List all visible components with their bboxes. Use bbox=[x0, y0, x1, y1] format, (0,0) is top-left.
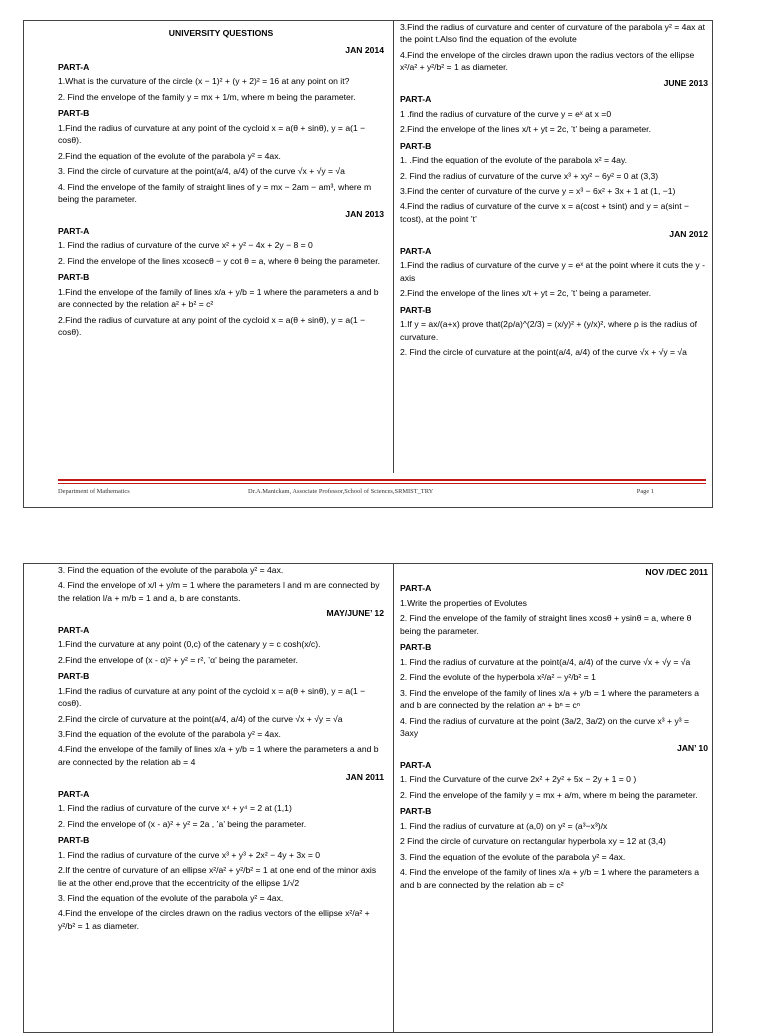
part-heading: PART-B bbox=[58, 835, 90, 846]
question-text: 2.Find the circle of curvature at the point(a/4, a/4) of the curve √x + √y = √a bbox=[58, 713, 343, 724]
question-text: 1. Find the radius of curvature of the curve x⁴ + y⁴ = 2 at (1,1) bbox=[58, 803, 292, 814]
question-text: 2. Find the envelope of the family y = mx + 1/m, where m being the parameter. bbox=[58, 91, 356, 102]
question-text: 2. Find the evolute of the hyperbola x²/a² − y²/b² = 1 bbox=[400, 672, 596, 683]
exam-date-heading: JAN 2013 bbox=[345, 209, 384, 220]
question-text: 1.If y = ax/(a+x) prove that(2ρ/a)^(2/3) = (x/y)² + (y/x)², where ρ is the radius of curvature. bbox=[400, 319, 698, 342]
question-text: 1.Find the curvature at any point (0,c) of the catenary y = c cosh(x/c). bbox=[58, 639, 321, 650]
left-column bbox=[58, 21, 388, 507]
question-text: 4.Find the radius of curvature of the curve x = a(cost + tsint) and y = a(sint − tcost), at the point ’t’ bbox=[400, 201, 689, 224]
part-heading: PART-B bbox=[400, 642, 432, 653]
question-text: 3. Find the equation of the evolute of the parabola y² = 4ax. bbox=[400, 851, 626, 862]
question-text: 2. Find the radius of curvature of the curve x³ + xy² − 6y² = 0 at (3,3) bbox=[400, 170, 659, 181]
question-text: 1. Find the radius of curvature of the curve x³ + y³ + 2x² − 4y + 3x = 0 bbox=[58, 849, 321, 860]
exam-date-heading: JAN 2011 bbox=[345, 772, 384, 783]
page-footer bbox=[58, 479, 706, 499]
part-heading: PART-B bbox=[58, 671, 90, 682]
question-text: 1. Find the radius of curvature at (a,0) on y² = (a³−x³)/x bbox=[400, 820, 608, 831]
question-text: 4. Find the radius of curvature at the point (3a/2, 3a/2) on the curve x³ + y³ = 3axy bbox=[400, 715, 690, 738]
question-text: 1.Find the radius of curvature of the curve y = eˣ at the point where it cuts the y - axis bbox=[400, 260, 705, 283]
question-text: 1. Find the Curvature of the curve 2x² + 2y² + 5x − 2y + 1 = 0 ) bbox=[400, 774, 637, 785]
question-text: 4. Find the envelope of the family of lines x/a + y/b = 1 where the parameters a and b are connected by the relation ab = c² bbox=[400, 867, 700, 890]
question-text: 2. Find the envelope of the family of straight lines xcosθ + ysinθ = a, where θ being the parameter. bbox=[400, 613, 692, 636]
question-text: 3. Find the envelope of the family of lines x/a + y/b = 1 where the parameters a and b are connected by the relation aⁿ + bⁿ = cⁿ bbox=[400, 687, 700, 711]
column-divider bbox=[393, 21, 394, 473]
question-text: 2.Find the equation of the evolute of the parabola y² = 4ax. bbox=[58, 150, 281, 161]
exam-date-heading: JUNE 2013 bbox=[663, 77, 708, 88]
part-heading: PART-A bbox=[400, 759, 432, 770]
question-text: 2.Find the radius of curvature at any point of the cycloid x = a(θ + sinθ), y = a(1 − cosθ). bbox=[58, 314, 366, 338]
part-heading: PART-B bbox=[58, 108, 90, 119]
question-text: 2.If the centre of curvature of an ellipse x²/a² + y²/b² = 1 at one end of the minor axis lie at the other end,prove that the eccentricity of the ellipse 1/√2 bbox=[58, 865, 377, 888]
part-heading: PART-B bbox=[400, 304, 432, 315]
part-heading: PART-A bbox=[58, 624, 90, 635]
question-text: 2.Find the envelope of (x - α)² + y² = r², ’α’ being the parameter. bbox=[58, 654, 298, 665]
part-heading: PART-B bbox=[58, 272, 90, 283]
part-heading: PART-A bbox=[400, 245, 432, 256]
part-heading: PART-A bbox=[58, 225, 90, 236]
question-text: 1. Find the radius of curvature of the curve x² + y² − 4x + 2y − 8 = 0 bbox=[58, 240, 313, 251]
question-text: 2. Find the envelope of the lines xcosecθ − y cot θ = a, where θ being the parameter. bbox=[58, 255, 380, 266]
question-text: 3. Find the circle of curvature at the point(a/4, a/4) of the curve √x + √y = √a bbox=[58, 166, 345, 177]
question-text: 1.Find the radius of curvature at any point of the cycloid x = a(θ + sinθ), y = a(1 − cosθ). bbox=[58, 685, 366, 709]
question-text: 1.Write the properties of Evolutes bbox=[400, 597, 527, 608]
question-text: 2. Find the envelope of (x - a)² + y² = 2a , ’a’ being the parameter. bbox=[58, 818, 307, 829]
part-heading: PART-A bbox=[400, 583, 432, 594]
question-text: 2. Find the circle of curvature at the point(a/4, a/4) of the curve √x + √y = √a bbox=[400, 346, 687, 357]
question-text: 2.Find the envelope of the lines x/t + yt = 2c, ’t’ being a parameter. bbox=[400, 288, 651, 299]
left-column bbox=[58, 564, 388, 1032]
exam-date-heading: JAN 2012 bbox=[669, 229, 708, 240]
right-column bbox=[400, 564, 708, 1032]
question-text: 3. Find the equation of the evolute of the parabola y² = 4ax. bbox=[58, 892, 284, 903]
part-heading: PART-A bbox=[400, 94, 432, 105]
question-text: 1. Find the radius of curvature at the point(a/4, a/4) of the curve √x + √y = √a bbox=[400, 656, 691, 667]
question-text: 1.What is the curvature of the circle (x − 1)² + (y + 2)² = 16 at any point on it? bbox=[58, 76, 350, 87]
part-heading: PART-A bbox=[58, 61, 90, 72]
question-text: 2.Find the envelope of the lines x/t + yt = 2c, ’t’ being a parameter. bbox=[400, 124, 651, 135]
question-text: 3.Find the equation of the evolute of the parabola y² = 4ax. bbox=[58, 728, 281, 739]
exam-date-heading: JAN’ 10 bbox=[676, 743, 708, 754]
question-text: 1 .find the radius of curvature of the curve y = eˣ at x =0 bbox=[400, 108, 612, 119]
exam-date-heading: MAY/JUNE’ 12 bbox=[326, 608, 384, 619]
question-text: 1.Find the envelope of the family of lines x/a + y/b = 1 where the parameters a and b are connected by the relation a² + b² = c² bbox=[58, 286, 379, 310]
part-heading: PART-B bbox=[400, 140, 432, 151]
section-title: UNIVERSITY QUESTIONS bbox=[168, 28, 274, 38]
document-page-2 bbox=[23, 563, 713, 1033]
question-text: 3.Find the center of curvature of the curve y = x³ − 6x² + 3x + 1 at (1, −1) bbox=[400, 185, 676, 196]
question-text: 2. Find the envelope of the family y = mx + a/m, where m being the parameter. bbox=[400, 789, 698, 800]
question-text: 1.Find the radius of curvature at any point of the cycloid x = a(θ + sinθ), y = a(1 − cosθ). bbox=[58, 122, 366, 146]
question-text: 2 Find the circle of curvature on rectangular hyperbola xy = 12 at (3,4) bbox=[400, 836, 666, 847]
question-text: 4.Find the envelope of the circles drawn on the radius vectors of the ellipse x²/a² + y²/b² = 1 as diameter. bbox=[58, 908, 370, 931]
footer-author: Dr.A.Manickam, Associate Professor,School of Sciences,SRMIST_TRY bbox=[248, 488, 434, 495]
part-heading: PART-B bbox=[400, 806, 432, 817]
part-heading: PART-A bbox=[58, 788, 90, 799]
question-text: 3. Find the equation of the evolute of the parabola y² = 4ax. bbox=[58, 565, 284, 575]
document-page-1 bbox=[23, 20, 713, 508]
question-text: 4.Find the envelope of the circles drawn upon the radius vectors of the ellipse x²/a² + y²/b² = 1 as diameter. bbox=[400, 49, 695, 73]
question-text: 4. Find the envelope of x/l + y/m = 1 where the parameters l and m are connected by the relation l/a + m/b = 1 and a, b are constants. bbox=[58, 580, 380, 603]
question-text: 1. .Find the equation of the evolute of the parabola x² = 4ay. bbox=[400, 155, 628, 166]
footer-page-number: Page 1 bbox=[636, 488, 654, 495]
footer-department: Department of Mathematics bbox=[58, 488, 130, 495]
exam-date-heading: NOV /DEC 2011 bbox=[645, 567, 708, 577]
right-column bbox=[400, 21, 708, 507]
question-text: 3.Find the radius of curvature and center of curvature of the parabola y² = 4ax at the point t.Also find the equation of the evolute bbox=[400, 22, 706, 45]
exam-date-heading: JAN 2014 bbox=[345, 45, 384, 56]
question-text: 4.Find the envelope of the family of lines x/a + y/b = 1 where the parameters a and b are connected by the relation ab = 4 bbox=[58, 744, 379, 767]
column-divider bbox=[393, 564, 394, 1033]
question-text: 4. Find the envelope of the family of straight lines of y = mx − 2am − am³, where m being the parameter. bbox=[58, 181, 372, 204]
